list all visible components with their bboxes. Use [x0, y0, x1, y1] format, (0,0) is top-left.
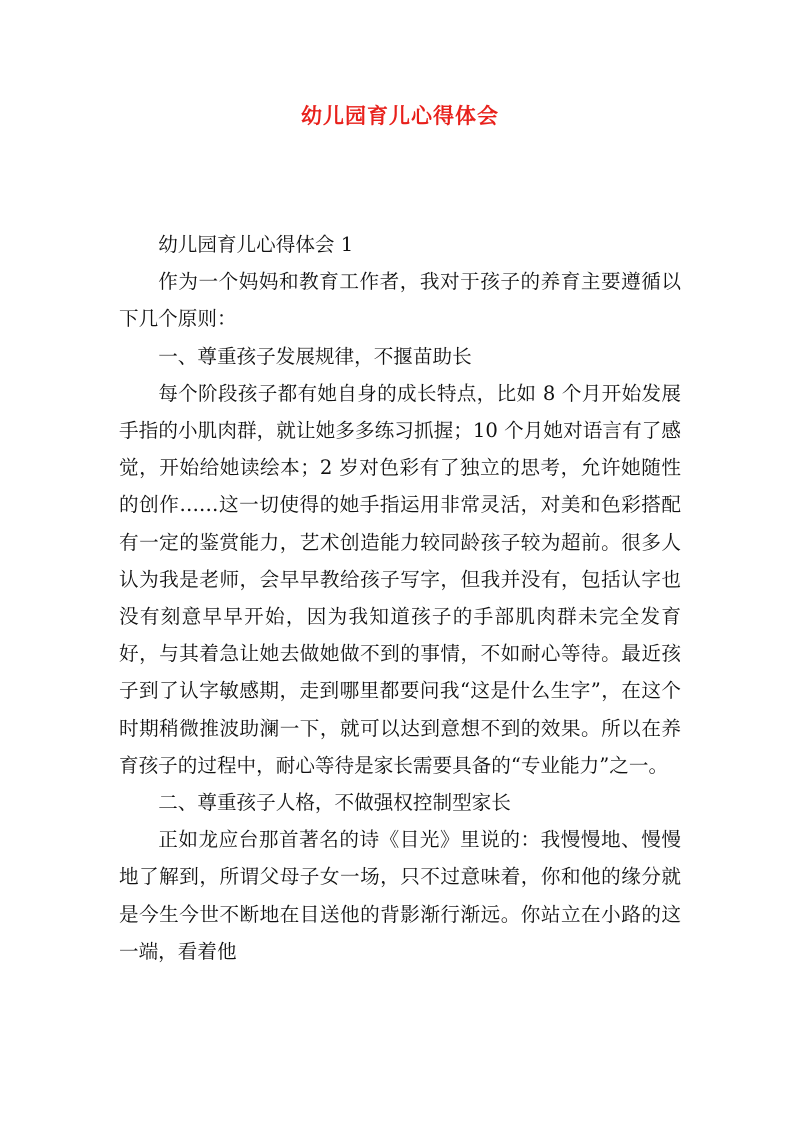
- paragraph: 每个阶段孩子都有她自身的成长特点，比如 8 个月开始发展手指的小肌肉群，就让她多多练习抓握；10 个月她对语言有了感觉，开始给她读绘本；2 岁对色彩有了独立的思考，允许她随性的创作……这一切使得的她手指运用非常灵活，对美和色彩搭配有一定的鉴赏能力，艺术创造能力较同龄孩子较为超前。很多人认为我是老师，会早早教给孩子写字，但我并没有，包括认字也没有刻意早早开始，因为我知道孩子的手部肌肉群未完全发育好，与其着急让她去做她做不到的事情，不如耐心等待。最近孩子到了认字敏感期，走到哪里都要问我“这是什么生字”，在这个时期稍微推波助澜一下，就可以达到意想不到的效果。所以在养育孩子的过程中，耐心等待是家长需要具备的“专业能力”之一。: [119, 381, 681, 777]
- document-title: 幼儿园育儿心得体会: [301, 103, 499, 128]
- principle-heading: 一、尊重孩子发展规律，不揠苗助长: [158, 344, 472, 368]
- paragraph: 作为一个妈妈和教育工作者，我对于孩子的养育主要遵循以下几个原则：: [119, 270, 681, 331]
- principle-heading: 二、尊重孩子人格，不做强权控制型家长: [158, 791, 511, 815]
- paragraph: 正如龙应台那首著名的诗《目光》里说的：我慢慢地、慢慢地了解到，所谓父母子女一场，只不过意味着，你和他的缘分就是今生今世不断地在目送他的背影渐行渐远。你站立在小路的这一端，看着他: [119, 828, 681, 963]
- section-heading: 幼儿园育儿心得体会 1: [158, 233, 354, 256]
- document-body: [119, 226, 681, 970]
